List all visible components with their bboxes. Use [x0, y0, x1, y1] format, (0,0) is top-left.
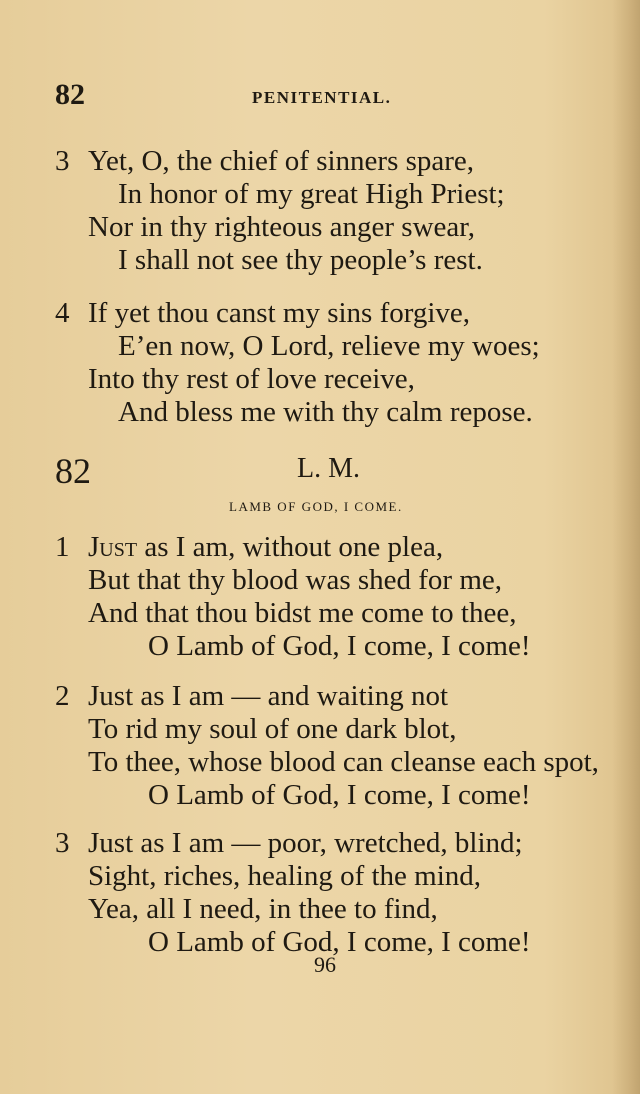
section-title: PENITENTIAL.	[252, 88, 392, 107]
verse-line: E’en now, O Lord, relieve my woes;	[118, 330, 540, 362]
verse-line: To rid my soul of one dark blot,	[88, 713, 457, 745]
verse-line: And bless me with thy calm repose.	[118, 396, 533, 428]
verse-number: 2	[55, 680, 70, 712]
hymn-subtitle: LAMB OF GOD, I COME.	[229, 499, 403, 514]
verse-line: I shall not see thy people’s rest.	[118, 244, 483, 276]
verse-number: 3	[55, 827, 70, 859]
verse-line: To thee, whose blood can cleanse each spot,	[88, 746, 599, 778]
verse-line: Just as I am — poor, wretched, blind;	[88, 827, 523, 859]
verse-line: O Lamb of God, I come, I come!	[148, 779, 531, 811]
verse-line: In honor of my great High Priest;	[118, 178, 505, 210]
verse-line: O Lamb of God, I come, I come!	[148, 926, 531, 958]
verse-number: 1	[55, 531, 70, 563]
verse-line: If yet thou canst my sins forgive,	[88, 297, 471, 329]
verse-line: Yet, O, the chief of sinners spare,	[88, 145, 475, 177]
verse-line-rest: as I am, without one plea,	[137, 531, 444, 563]
hymn-meter: L. M.	[297, 453, 360, 484]
verse-line	[88, 531, 443, 564]
folio-number: 96	[314, 952, 336, 977]
hymn-number: 82	[55, 451, 91, 491]
verse-initial-word: Just	[88, 531, 138, 563]
running-head	[55, 78, 585, 118]
verse-line: And that thou bidst me come to thee,	[88, 597, 517, 629]
verse-line: Into thy rest of love receive,	[88, 363, 415, 395]
verse-line: O Lamb of God, I come, I come!	[148, 630, 531, 662]
page-number: 82	[55, 78, 85, 111]
verse-line: Sight, riches, healing of the mind,	[88, 860, 482, 892]
page-edge-shadow	[612, 0, 640, 1094]
verse-number: 4	[55, 297, 70, 329]
verse-line: Yea, all I need, in thee to find,	[88, 893, 438, 925]
verse-line: But that thy blood was shed for me,	[88, 564, 503, 596]
verse-line: Just as I am — and waiting not	[88, 680, 449, 712]
verse-number: 3	[55, 145, 70, 177]
verse-line: Nor in thy righteous anger swear,	[88, 211, 476, 243]
